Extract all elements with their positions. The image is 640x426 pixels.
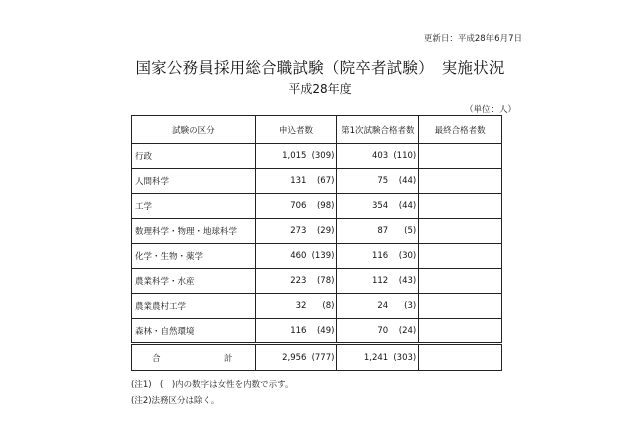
table-row	[132, 269, 502, 294]
applicants-value: 1,015	[282, 151, 307, 161]
row-first-pass	[337, 194, 419, 219]
row-applicants	[255, 319, 337, 344]
first-pass-female: (44)	[398, 201, 417, 211]
total-first-pass-female: (303)	[393, 352, 417, 363]
note-2: (注2)法務区分は除く。	[131, 396, 220, 406]
page-subtitle: 平成28年度	[288, 82, 352, 96]
total-applicants-female: (777)	[311, 352, 335, 363]
row-category: 行政	[132, 144, 256, 169]
row-final-pass	[419, 144, 502, 169]
applicants-female: (309)	[311, 151, 335, 161]
first-pass-female: (43)	[398, 276, 417, 286]
applicants-female: (98)	[316, 201, 335, 211]
row-first-pass	[337, 294, 419, 319]
applicants-female: (78)	[316, 276, 335, 286]
first-pass-female: (3)	[404, 301, 417, 311]
total-row	[132, 344, 502, 371]
note-1: (注1) ( )内の数字は女性を内数で示す。	[131, 380, 294, 390]
total-first-pass	[337, 344, 419, 371]
applicants-female: (67)	[316, 176, 335, 186]
column-header-first-pass: 第1次試験合格者数	[337, 116, 419, 144]
table-header-row	[132, 116, 502, 144]
applicants-value: 460	[290, 251, 307, 261]
row-final-pass	[419, 294, 502, 319]
row-applicants	[255, 294, 337, 319]
first-pass-value: 87	[377, 226, 389, 236]
applicants-female: (139)	[311, 251, 335, 261]
row-category: 化学・生物・薬学	[132, 244, 256, 269]
first-pass-value: 403	[371, 151, 389, 161]
first-pass-female: (110)	[393, 151, 417, 161]
row-category: 農業農村工学	[132, 294, 256, 319]
table-row	[132, 294, 502, 319]
row-applicants	[255, 269, 337, 294]
row-first-pass	[337, 169, 419, 194]
first-pass-value: 116	[371, 251, 389, 261]
row-final-pass	[419, 219, 502, 244]
first-pass-female: (44)	[398, 176, 417, 186]
table-row	[132, 319, 502, 344]
row-category: 森林・自然環境	[132, 319, 256, 344]
row-applicants	[255, 169, 337, 194]
applicants-value: 116	[290, 325, 307, 336]
total-label	[132, 344, 256, 371]
row-category: 人間科学	[132, 169, 256, 194]
row-category: 農業科学・水産	[132, 269, 256, 294]
row-final-pass	[419, 319, 502, 344]
total-applicants-value: 2,956	[282, 352, 307, 363]
results-table	[131, 115, 502, 371]
column-header-applicants: 申込者数	[255, 116, 337, 144]
first-pass-female: (30)	[398, 251, 417, 261]
table-row	[132, 144, 502, 169]
total-final-pass	[419, 344, 502, 371]
row-final-pass	[419, 269, 502, 294]
applicants-female: (29)	[316, 226, 335, 236]
row-first-pass	[337, 319, 419, 344]
first-pass-value: 112	[371, 276, 389, 286]
row-applicants	[255, 219, 337, 244]
applicants-value: 223	[290, 276, 307, 286]
total-label-a: 合	[152, 353, 161, 364]
table-row	[132, 219, 502, 244]
unit-label: （単位：人）	[464, 105, 516, 115]
first-pass-value: 70	[377, 325, 389, 336]
row-first-pass	[337, 244, 419, 269]
applicants-value: 131	[290, 176, 307, 186]
row-final-pass	[419, 244, 502, 269]
first-pass-value: 75	[377, 176, 389, 186]
first-pass-value: 354	[371, 201, 389, 211]
row-applicants	[255, 144, 337, 169]
column-header-final-pass: 最終合格者数	[419, 116, 502, 144]
applicants-value: 32	[295, 301, 307, 311]
page-title: 国家公務員採用総合職試験（院卒者試験） 実施状況	[135, 59, 505, 77]
row-first-pass	[337, 219, 419, 244]
total-label-b: 計	[224, 353, 233, 364]
applicants-female: (49)	[316, 325, 335, 336]
table-row	[132, 244, 502, 269]
table-row	[132, 194, 502, 219]
applicants-female: (8)	[322, 301, 335, 311]
row-final-pass	[419, 169, 502, 194]
total-first-pass-value: 1,241	[363, 352, 389, 363]
row-first-pass	[337, 269, 419, 294]
applicants-value: 273	[290, 226, 307, 236]
column-header-category: 試験の区分	[132, 116, 256, 144]
row-category: 工学	[132, 194, 256, 219]
table-row	[132, 169, 502, 194]
row-first-pass	[337, 144, 419, 169]
applicants-value: 706	[290, 201, 307, 211]
row-final-pass	[419, 194, 502, 219]
first-pass-value: 24	[377, 301, 389, 311]
total-applicants	[255, 344, 337, 371]
row-category: 数理科学・物理・地球科学	[132, 219, 256, 244]
first-pass-female: (24)	[398, 325, 417, 336]
updated-date: 更新日：平成28年6月7日	[423, 34, 522, 44]
row-applicants	[255, 244, 337, 269]
first-pass-female: (5)	[404, 226, 417, 236]
row-applicants	[255, 194, 337, 219]
